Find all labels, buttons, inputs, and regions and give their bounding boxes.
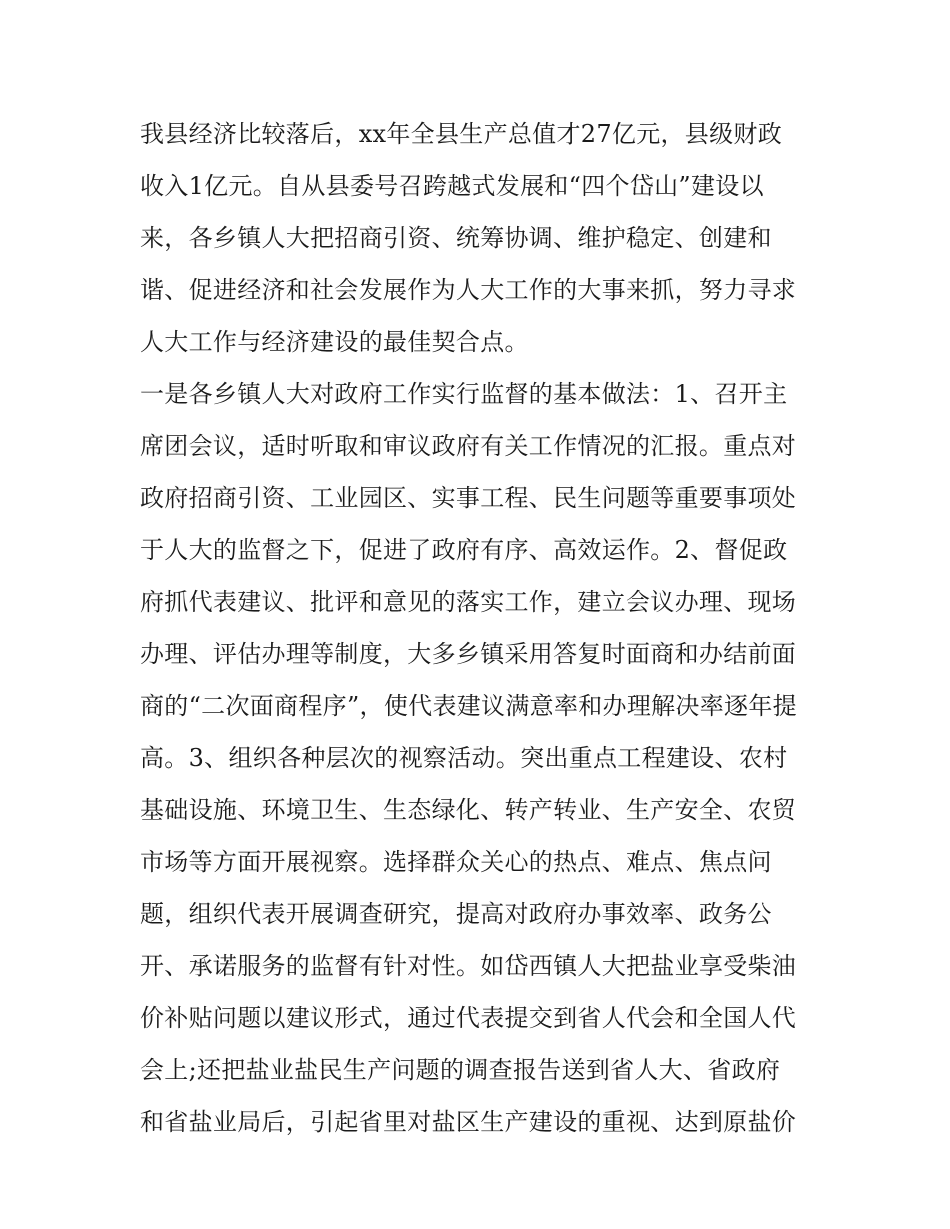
text-line: 基础设施、环境卫生、生态绿化、转产转业、生产安全、农贸 bbox=[140, 796, 797, 824]
text-line: 价补贴问题以建议形式，通过代表提交到省人代会和全国人代 bbox=[140, 1004, 797, 1032]
text-line: 办理、评估办理等制度，大多乡镇采用答复时面商和办结前面 bbox=[140, 640, 797, 668]
body-text bbox=[140, 108, 820, 1148]
text-line: 开、承诺服务的监督有针对性。如岱西镇人大把盐业享受柴油 bbox=[140, 952, 797, 980]
text-line: 人大工作与经济建设的最佳契合点。 bbox=[140, 328, 529, 356]
text-line: 题，组织代表开展调查研究，提高对政府办事效率、政务公 bbox=[140, 900, 772, 928]
text-line: 收入1亿元。自从县委号召跨越式发展和“四个岱山”建设以 bbox=[140, 172, 764, 200]
text-line: 谐、促进经济和社会发展作为人大工作的大事来抓，努力寻求 bbox=[140, 276, 797, 304]
text-line: 市场等方面开展视察。选择群众关心的热点、难点、焦点问 bbox=[140, 848, 772, 876]
text-line: 席团会议，适时听取和审议政府有关工作情况的汇报。重点对 bbox=[140, 432, 797, 460]
text-line: 于人大的监督之下，促进了政府有序、高效运作。2、督促政 bbox=[140, 536, 788, 564]
text-line: 一是各乡镇人大对政府工作实行监督的基本做法：1、召开主 bbox=[140, 380, 788, 408]
text-line: 和省盐业局后，引起省里对盐区生产建设的重视、达到原盐价 bbox=[140, 1108, 797, 1136]
text-line: 高。3、组织各种层次的视察活动。突出重点工程建设、农村 bbox=[140, 744, 788, 772]
text-line: 政府招商引资、工业园区、实事工程、民生问题等重要事项处 bbox=[140, 484, 797, 512]
text-line: 我县经济比较落后，xx年全县生产总值才27亿元，县级财政 bbox=[140, 120, 783, 148]
text-line: 来，各乡镇人大把招商引资、统筹协调、维护稳定、创建和 bbox=[140, 224, 772, 252]
text-line: 会上;还把盐业盐民生产问题的调查报告送到省人大、省政府 bbox=[140, 1056, 781, 1084]
text-line: 商的“二次面商程序”，使代表建议满意率和办理解决率逐年提 bbox=[140, 692, 797, 720]
text-line: 府抓代表建议、批评和意见的落实工作，建立会议办理、现场 bbox=[140, 588, 797, 616]
